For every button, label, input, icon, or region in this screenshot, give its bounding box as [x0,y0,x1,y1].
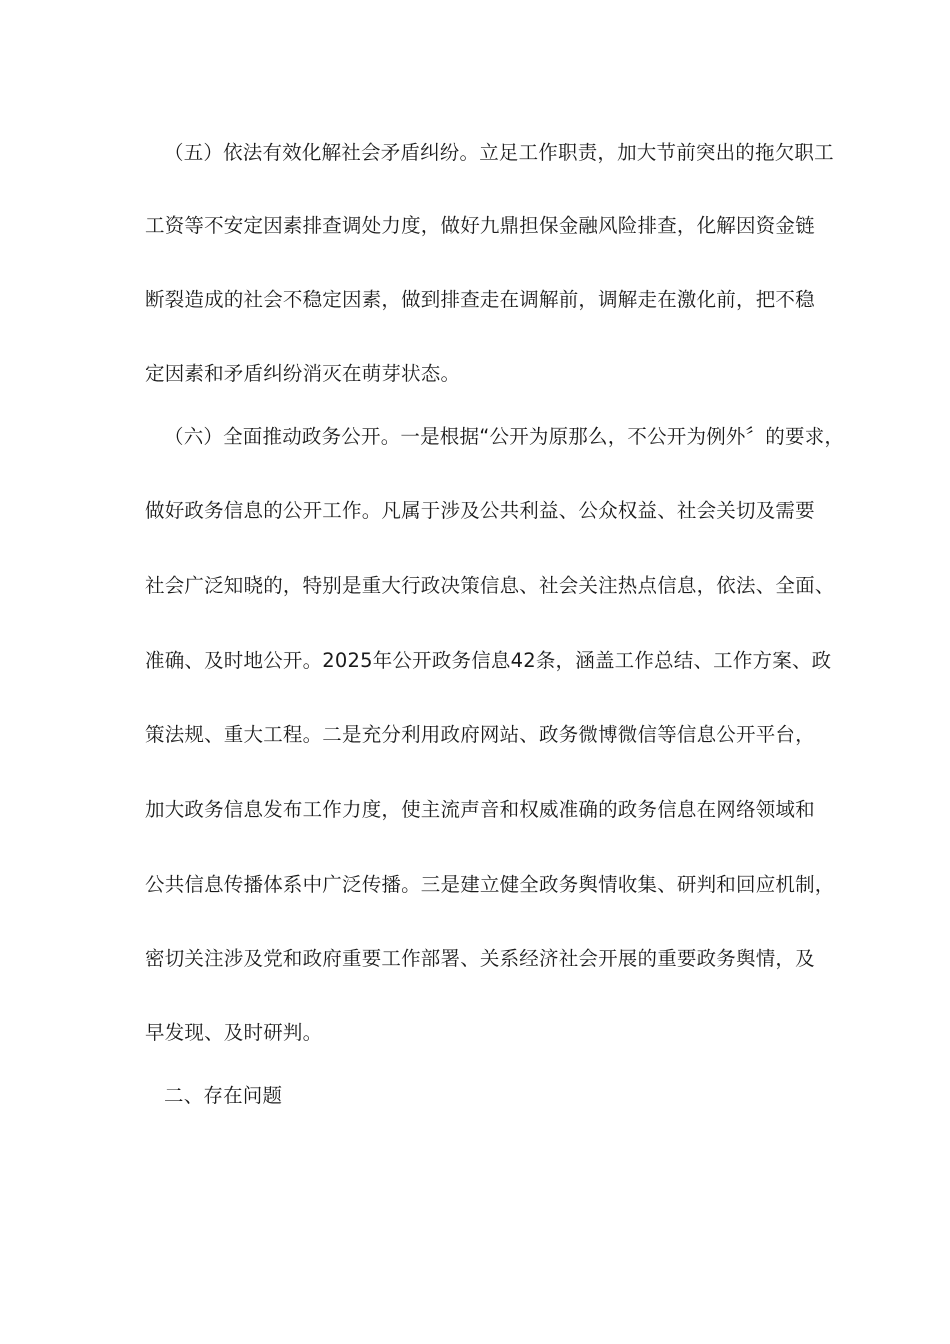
paragraph-5-line-4: 定因素和矛盾纠纷消灭在萌芽状态。 [145,362,461,385]
paragraph-6-line-4: 准确、及时地公开。2025年公开政务信息42条，涵盖工作总结、工作方案、政 [145,649,832,672]
paragraph-6-line-8: 密切关注涉及党和政府重要工作部署、关系经济社会开展的重要政务舆情，及 [145,947,815,970]
paragraph-6-line-2: 做好政务信息的公开工作。凡属于涉及公共利益、公众权益、社会关切及需要 [145,499,815,522]
section-heading: 二、存在问题 [164,1084,283,1107]
paragraph-6-line-9: 早发现、及时研判。 [145,1021,323,1044]
paragraph-6-line-5: 策法规、重大工程。二是充分利用政府网站、政务微博微信等信息公开平台， [145,723,815,746]
paragraph-6-line-6: 加大政务信息发布工作力度，使主流声音和权威准确的政务信息在网络领域和 [145,798,815,821]
paragraph-6-line-7: 公共信息传播体系中广泛传播。三是建立健全政务舆情收集、研判和回应机制， [145,873,835,896]
paragraph-6-line-1: （六）全面推动政务公开。一是根据“公开为原那么，不公开为例外〞的要求， [164,425,845,448]
paragraph-5-line-3: 断裂造成的社会不稳定因素，做到排查走在调解前，调解走在激化前，把不稳 [145,288,815,311]
paragraph-5-line-1: （五）依法有效化解社会矛盾纠纷。立足工作职责，加大节前突出的拖欠职工 [164,141,834,164]
paragraph-6-line-3: 社会广泛知晓的，特别是重大行政决策信息、社会关注热点信息，依法、全面、 [145,574,835,597]
paragraph-5-line-2: 工资等不安定因素排查调处力度，做好九鼎担保金融风险排查，化解因资金链 [145,214,815,237]
